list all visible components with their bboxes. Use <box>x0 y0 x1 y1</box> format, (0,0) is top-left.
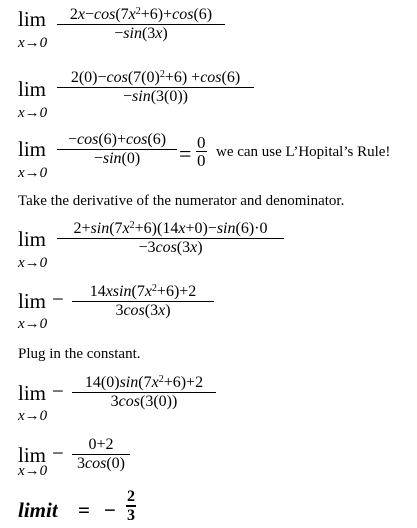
lim-label-2: lim <box>18 77 47 101</box>
fraction-step-1 <box>57 6 225 43</box>
fraction-step-2 <box>57 69 254 106</box>
denominator: −sin(0) <box>57 149 177 168</box>
lim-label-6: lim <box>18 381 47 405</box>
fraction-step-7 <box>72 436 130 473</box>
final-limit-label: limit <box>18 498 58 522</box>
final-fraction <box>126 488 136 524</box>
numerator: $2x-\cos(7x^2+6)+\cos(6)$ <box>69 5 213 23</box>
approach-label-1: x→0 <box>18 35 48 51</box>
minus-sign-6: − <box>52 379 64 403</box>
approach-label-2: x→0 <box>18 105 48 121</box>
final-denominator: 3 <box>127 507 135 524</box>
zero-over-zero <box>196 134 207 169</box>
approach-label-7: x→0 <box>18 463 48 479</box>
numerator: 0+2 <box>88 436 114 453</box>
equals-sign: = <box>179 141 192 166</box>
lim-label-7: lim <box>18 443 47 467</box>
approach-label-3: x→0 <box>18 165 48 181</box>
lim-label-3: lim <box>18 137 47 161</box>
final-equals: = <box>78 498 90 522</box>
minus-sign-5: − <box>52 287 64 311</box>
lim-label-5: lim <box>18 289 47 313</box>
zero-denominator: 0 <box>197 151 206 170</box>
denominator: −sin(3(0)) <box>57 87 254 106</box>
numerator: $14(0)\sin(7x^2+6)+2$ <box>84 373 204 391</box>
numerator: $14xsin(7x^2+6)+2$ <box>89 282 197 300</box>
denominator: 3cos(3x) <box>72 301 214 320</box>
fraction-step-3 <box>57 131 177 168</box>
fraction-step-6 <box>72 374 216 411</box>
plug-instruction: Plug in the constant. <box>18 346 141 362</box>
denominator: 3cos(3(0)) <box>72 392 216 411</box>
approach-label-5: x→0 <box>18 316 48 332</box>
fraction-step-4 <box>57 220 284 257</box>
approach-label-6: x→0 <box>18 408 48 424</box>
lim-label-1: lim <box>18 7 47 31</box>
final-minus: − <box>104 498 116 522</box>
minus-sign-7: − <box>52 441 64 465</box>
numerator: $2+\sin(7x^2+6)(14x+0)-\sin(6)\cdot 0$ <box>73 219 268 237</box>
lim-label-4: lim <box>18 227 47 251</box>
numerator: $2(0)-\cos(7(0)^2+6) +\cos(6)$ <box>70 68 241 86</box>
denominator: 3cos(0) <box>72 454 130 473</box>
derivative-instruction: Take the derivative of the numerator and denominator. <box>18 193 345 209</box>
approach-label-4: x→0 <box>18 255 48 271</box>
denominator: −sin(3x) <box>57 24 225 43</box>
fraction-step-5 <box>72 283 214 320</box>
final-numerator: 2 <box>127 488 135 505</box>
numerator: −cos(6)+cos(6) <box>67 131 167 148</box>
zero-numerator: 0 <box>197 133 206 152</box>
denominator: −3cos(3x) <box>57 238 284 257</box>
lhopital-note: we can use L’Hopital’s Rule! <box>216 144 391 160</box>
